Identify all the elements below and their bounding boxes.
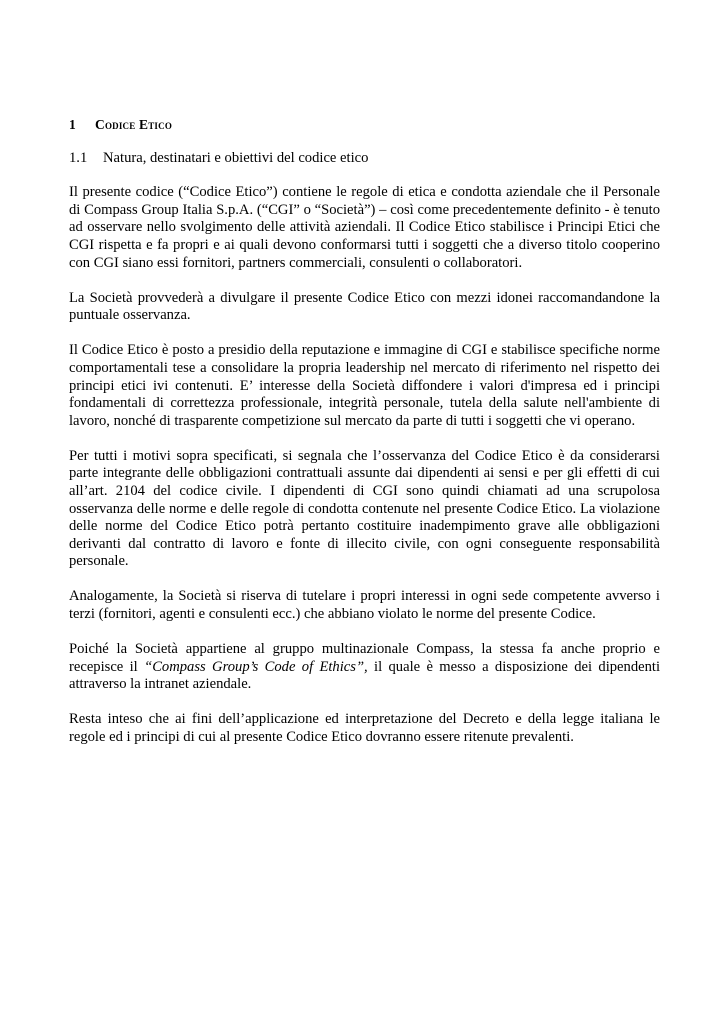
paragraph-5: Analogamente, la Società si riserva di tutelare i propri interessi in ogni sede competente avverso i terzi (fornitori, agenti e consulenti ecc.) che abbiano violato le norme del presente Codice. bbox=[69, 588, 660, 623]
section-title: Codice Etico bbox=[95, 117, 173, 132]
subsection-heading bbox=[69, 150, 660, 168]
subsection-title: Natura, destinatari e obiettivi del codice etico bbox=[103, 149, 369, 166]
paragraph-3: Il Codice Etico è posto a presidio della reputazione e immagine di CGI e stabilisce specifiche norme comportamentali tese a consolidare la propria leadership nel mercato di riferimento nel rispetto dei principi etici ivi contenuti. E’ interesse della Società diffondere i valori d'impresa ed i principi fondamentali di correttezza professionale, integrità personale, tutela della salute nell'ambiente di lavoro, nonché di trasparente competizione sul mercato da parte di tutti i soggetti che vi operano. bbox=[69, 342, 660, 429]
paragraph-1: Il presente codice (“Codice Etico”) contiene le regole di etica e condotta aziendale che il Personale di Compass Group Italia S.p.A. (“CGI” o “Società”) – così come precedentemente definito - è tenuto ad osservare nello svolgimento delle attività aziendali. Il Codice Etico stabilisce i Principi Etici che CGI rispetta e fa propri e ai quali devono conformarsi tutti i soggetti che a diverso titolo cooperino con CGI siano essi fornitori, partners commerciali, consulenti o collaboratori. bbox=[69, 184, 660, 271]
document-page bbox=[69, 116, 660, 764]
paragraph-6-code-title: “Compass Group’s Code of Ethics”, bbox=[144, 658, 368, 675]
paragraph-6 bbox=[69, 641, 660, 694]
paragraph-6-text-before: Poiché la Società appartiene al gruppo multinazionale Compass, la stessa fa anche proprio e recepisce il bbox=[69, 641, 660, 675]
subsection-number: 1.1 bbox=[69, 149, 88, 166]
paragraph-6-text-after: il quale è messo a disposizione dei dipendenti attraverso la intranet aziendale. bbox=[69, 658, 661, 693]
paragraph-7: Resta inteso che ai fini dell’applicazione ed interpretazione del Decreto e della legge italiana le regole ed i principi di cui al presente Codice Etico dovranno essere ritenute prevalenti. bbox=[69, 711, 660, 746]
section-heading bbox=[69, 116, 660, 134]
section-number: 1 bbox=[69, 117, 76, 132]
paragraph-4: Per tutti i motivi sopra specificati, si segnala che l’osservanza del Codice Etico è da considerarsi parte integrante delle obbligazioni contrattuali assunte dai dipendenti ai sensi e per gli effetti di cui all’art. 2104 del codice civile. I dipendenti di CGI sono quindi chiamati ad una scrupolosa osservanza delle norme e delle regole di condotta contenute nel presente Codice Etico. La violazione delle norme del Codice Etico potrà pertanto costituire inadempimento grave alle obbligazioni derivanti dal contratto di lavoro e fonte di illecito civile, con ogni conseguente responsabilità personale. bbox=[69, 447, 660, 570]
paragraph-2: La Società provvederà a divulgare il presente Codice Etico con mezzi idonei raccomandandone la puntuale osservanza. bbox=[69, 289, 660, 324]
